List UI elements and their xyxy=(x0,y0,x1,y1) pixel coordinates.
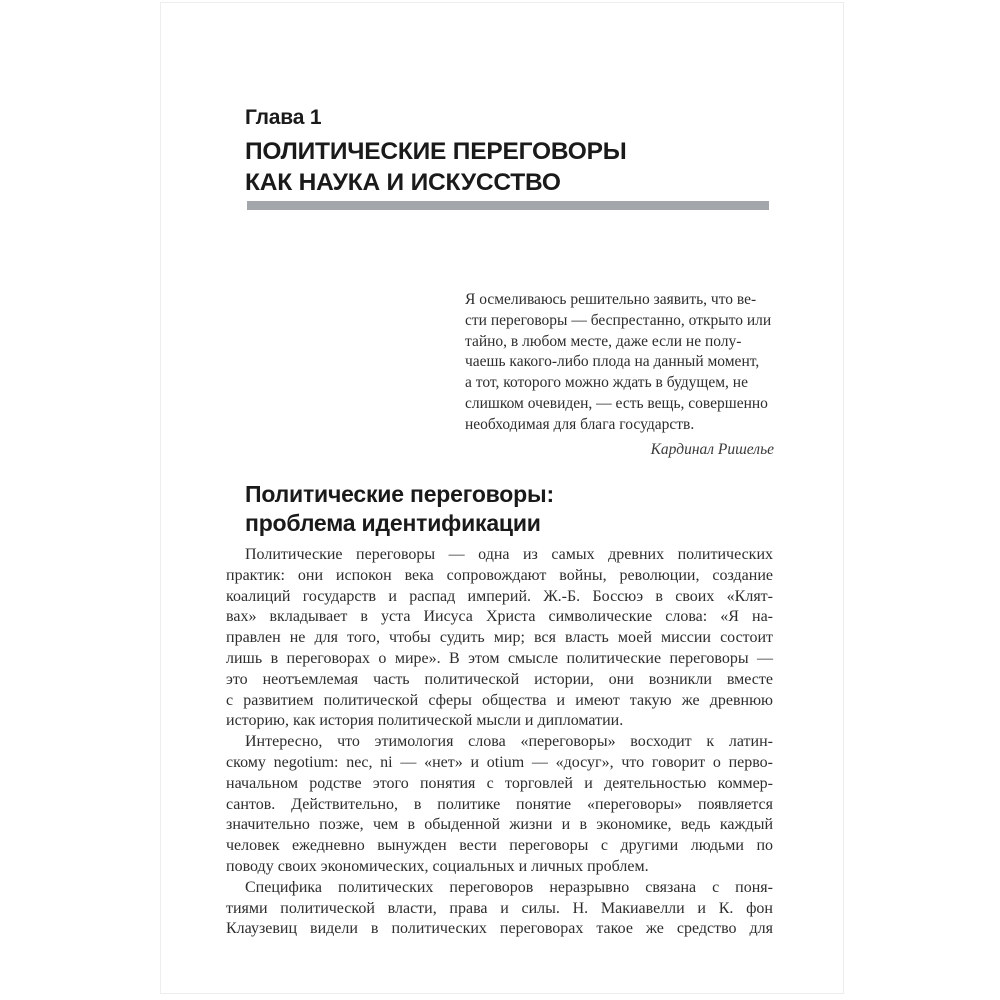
text-line: правлен не для того, чтобы судить мир; вся власть моей миссии состоит xyxy=(226,629,773,647)
text-line: начальном родстве этого понятия с торговлей и деятельностью коммер- xyxy=(226,774,773,792)
text-line: коалиций государств и распад империй. Ж.-Б. Боссюэ в своих «Клят- xyxy=(226,587,773,605)
text-line: Интересно, что этимология слова «переговоры» восходит к латин- xyxy=(245,733,773,751)
text-line: сантов. Действительно, в политике понятие «переговоры» появляется xyxy=(226,795,773,813)
chapter-title-line-2: КАК НАУКА И ИСКУССТВО xyxy=(245,169,561,196)
text-line: Клаузевиц видели в политических переговорах такое же средство для xyxy=(226,920,773,938)
text-line: Политические переговоры — одна из самых древних политических xyxy=(245,546,773,563)
text-line: скому negotium: nec, ni — «нет» и otium — «досуг», что говорит о перво- xyxy=(226,753,773,771)
text-line: необходимая для блага государств. xyxy=(465,415,695,433)
epigraph-attribution: Кардинал Ришелье xyxy=(650,440,774,458)
paragraph-3 xyxy=(226,878,773,940)
section-heading xyxy=(245,480,785,537)
title-divider-bar xyxy=(247,201,769,210)
text-line: тиями политической власти, права и силы. Н. Макиавелли и К. фон xyxy=(226,899,773,917)
text-line: историю, как история политической мысли и дипломатии. xyxy=(226,712,624,730)
text-line: с развитием политической сферы общества и имеют такую же древнюю xyxy=(226,691,773,709)
text-line: Я осмеливаюсь решительно заявить, что ве- xyxy=(465,291,757,308)
paragraph-1 xyxy=(226,545,773,732)
text-line: значительно позже, чем в обыденной жизни и в экономике, ведь каждый xyxy=(226,816,773,834)
text-line: а тот, которого можно ждать в будущем, не xyxy=(465,374,748,392)
text-line: это неотъемлемая часть политической истории, они возникли вместе xyxy=(226,670,773,688)
chapter-header xyxy=(245,105,785,198)
text-line: вах» вкладывает в уста Иисуса Христа символические слова: «Я на- xyxy=(226,608,773,626)
text-line: человек ежедневно вынужден вести переговоры с другими людьми по xyxy=(226,837,773,855)
text-line: практик: они испокон века сопровождают войны, революции, создание xyxy=(226,566,773,584)
chapter-title xyxy=(245,136,785,198)
section-heading-line-2: проблема идентификации xyxy=(245,509,541,536)
text-line: тайно, в любом месте, даже если не полу- xyxy=(465,332,742,350)
text-line: слишком очевиден, — есть вещь, совершенно xyxy=(465,394,768,412)
text-line: чаешь какого-либо плода на данный момент, xyxy=(465,353,760,371)
paragraph-2 xyxy=(226,732,773,878)
book-page xyxy=(160,2,844,994)
text-line: лишь в переговорах о мире». В этом смысле политические переговоры — xyxy=(226,649,773,667)
chapter-title-line-1: ПОЛИТИЧЕСКИЕ ПЕРЕГОВОРЫ xyxy=(245,138,627,165)
chapter-label: Глава 1 xyxy=(245,106,322,129)
section-heading-line-1: Политические переговоры: xyxy=(245,481,554,507)
text-line: сти переговоры — беспрестанно, открыто или xyxy=(465,311,772,329)
epigraph xyxy=(465,290,774,460)
epigraph-text xyxy=(465,290,774,436)
text-line: Специфика политических переговоров неразрывно связана с поня- xyxy=(245,878,773,896)
body-text xyxy=(226,545,773,940)
text-line: поводу своих экономических, социальных и личных проблем. xyxy=(226,857,649,875)
